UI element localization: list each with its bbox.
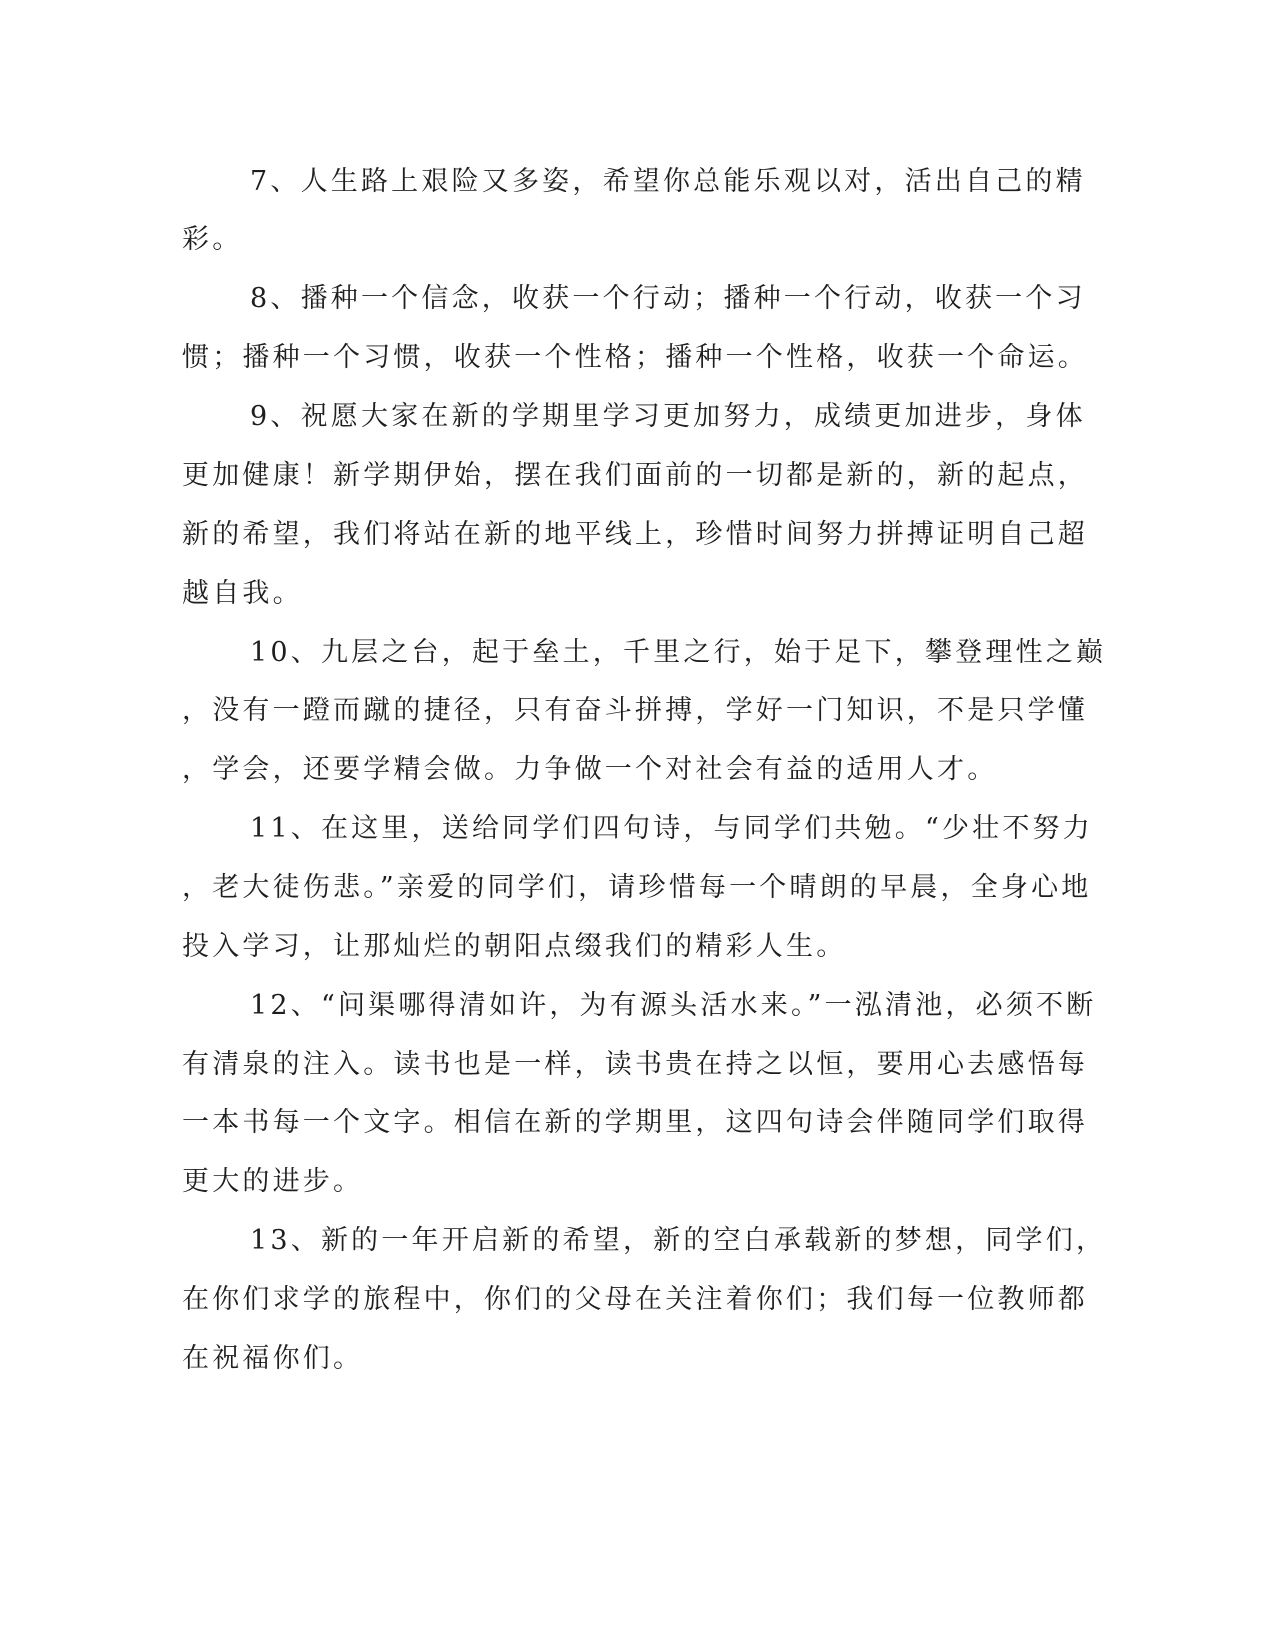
paragraph-13-line-2: 在你们求学的旅程中，你们的父母在关注着你们；我们每一位教师都: [182, 1284, 1088, 1315]
paragraph-8-line-2: 惯；播种一个习惯，收获一个性格；播种一个性格，收获一个命运。: [182, 342, 1088, 373]
paragraph-12-line-3: 一本书每一个文字。相信在新的学期里，这四句诗会伴随同学们取得: [182, 1107, 1088, 1138]
paragraph-12-line-1: 12、“问渠哪得清如许，为有源头活水来。”一泓清池，必须不断: [250, 990, 1097, 1021]
paragraph-12-line-2: 有清泉的注入。读书也是一样，读书贵在持之以恒，要用心去感悟每: [182, 1049, 1088, 1080]
paragraph-9-line-4: 越自我。: [182, 578, 303, 609]
paragraph-13-line-3: 在祝福你们。: [182, 1343, 364, 1374]
paragraph-10-line-3: ，学会，还要学精会做。力争做一个对社会有益的适用人才。: [182, 754, 998, 785]
paragraph-11-line-2: ，老大徒伤悲。”亲爱的同学们，请珍惜每一个晴朗的早晨，全身心地: [182, 872, 1092, 903]
paragraph-7-line-1: 7、人生路上艰险又多姿，希望你总能乐观以对，活出自己的精: [250, 166, 1086, 197]
paragraph-9-line-3: 新的希望，我们将站在新的地平线上，珍惜时间努力拼搏证明自己超: [182, 519, 1088, 550]
paragraph-13-line-1: 13、新的一年开启新的希望，新的空白承载新的梦想，同学们，: [250, 1225, 1107, 1256]
paragraph-12-line-4: 更大的进步。: [182, 1166, 364, 1197]
paragraph-9-line-2: 更加健康！新学期伊始，摆在我们面前的一切都是新的，新的起点，: [182, 460, 1088, 491]
paragraph-8-line-1: 8、播种一个信念，收获一个行动；播种一个行动，收获一个习: [250, 283, 1086, 314]
paragraph-11-line-3: 投入学习，让那灿烂的朝阳点缀我们的精彩人生。: [182, 931, 847, 962]
paragraph-7-line-2: 彩。: [182, 224, 243, 255]
paragraph-9-line-1: 9、祝愿大家在新的学期里学习更加努力，成绩更加进步，身体: [250, 401, 1086, 432]
paragraph-10-line-2: ，没有一蹬而蹴的捷径，只有奋斗拼搏，学好一门知识，不是只学懂: [182, 695, 1088, 726]
paragraph-10-line-1: 10、九层之台，起于垒土，千里之行，始于足下，攀登理性之巅: [250, 637, 1107, 668]
paragraph-11-line-1: 11、在这里，送给同学们四句诗，与同学们共勉。“少壮不努力: [250, 813, 1093, 844]
